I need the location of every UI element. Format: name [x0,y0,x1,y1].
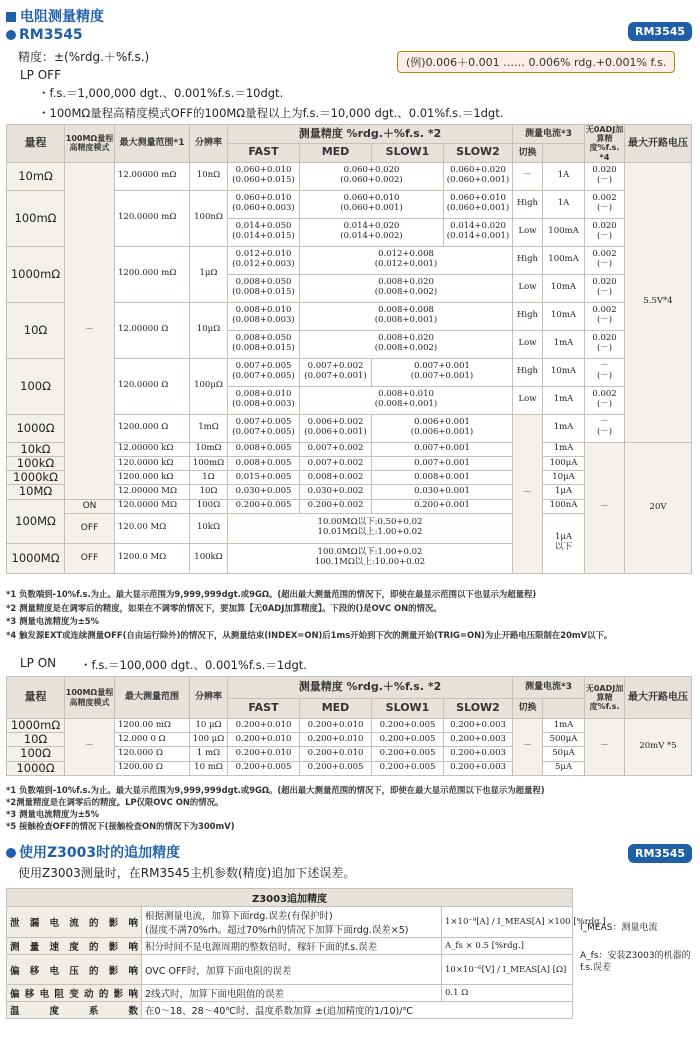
slow-cell: 0.200+0.001 [372,499,513,513]
switch-cell: High [513,358,543,386]
med-cell: 0.008+0.002 [300,471,372,485]
range-cell: 1000mΩ [7,719,65,733]
slow1-cell: 0.200+0.005 [372,747,444,761]
col-current-value [543,699,585,719]
open-v-cell: 5.5V*4 [625,162,692,442]
switch-cell: High [513,190,543,218]
res-cell: 10mΩ [190,442,228,456]
switch-cell: － [513,719,543,776]
model-title: RM3545 [6,27,83,43]
res-cell: 100Ω [190,499,228,513]
fast-cell: 0.060+0.010 (0.060+0.015) [228,162,300,190]
res-cell: 10 mΩ [190,761,228,775]
current-cell: 5μA [543,761,585,775]
fast-cell: 0.007+0.005 (0.007+0.005) [228,414,300,442]
formula-cell: 0.1 Ω [442,985,573,1002]
lp-off-bullet-1: ・f.s.＝1,000,000 dgt.、0.001%f.s.＝10dgt. [38,86,284,100]
med-cell: 0.007+0.002 [300,456,372,470]
fast-cell: 0.200+0.005 [228,499,300,513]
desc-cell: 2线式时，加算下面电阻值的误差 [142,985,442,1002]
col-med: MED [300,699,372,719]
slow2-cell: 0.200+0.003 [444,747,513,761]
open-v-cell: 20mV *5 [625,719,692,776]
max-cell: 120.0000 kΩ [115,456,190,470]
zero-adj-cell: 0.002 (－) [585,246,625,274]
z3003-title: 使用Z3003时的追加精度 [6,842,180,862]
current-cell: 10mA [543,358,585,386]
fast-cell: 0.015+0.005 [228,471,300,485]
zero-adj-cell: 0.002 (－) [585,386,625,414]
res-cell: 1mΩ [190,414,228,442]
res-cell: 10μΩ [190,302,228,358]
note: *1 负数端到-10%f.s.为止。最大显示范围为9,999,999dgt.或9GΩ。(超出最大测量范围的情况下，即使在最显示范围以下也显示为超量程) [6,589,537,599]
table-row [7,955,573,985]
current-cell: 1mA [543,386,585,414]
table-row [7,938,573,955]
max-cell: 120.00 MΩ [115,513,190,543]
slow1-cell: 0.200+0.005 [372,719,444,733]
switch-cell: － [513,162,543,190]
current-cell: 500μA [543,733,585,747]
fast-cell: 0.008+0.010 (0.008+0.003) [228,386,300,414]
med-slow1-cell: 0.014+0.020 (0.014+0.002) [300,218,444,246]
col-hp-mode: 100MΩ量程高精度模式 [65,677,115,719]
range-cell: 1000MΩ [7,543,65,573]
zero-adj-cell: － [585,442,625,573]
current-cell: 1mA [543,414,585,442]
current-cell: 50μA [543,747,585,761]
range-cell: 100MΩ [7,499,65,543]
lp-on-notes [6,784,545,832]
med-cell: 0.007+0.002 [300,442,372,456]
col-range: 量程 [7,125,65,163]
fast-cell: 0.030+0.005 [228,485,300,499]
max-cell: 120.0000 mΩ [115,190,190,246]
col-switch: 切换 [513,143,543,162]
slow-cell: 0.008+0.001 [372,471,513,485]
med-cell: 0.030+0.002 [300,485,372,499]
fast-cell: 0.200+0.010 [228,747,300,761]
current-cell: 1μA [543,485,585,499]
zero-adj-cell: － [585,719,625,776]
col-slow2: SLOW2 [444,699,513,719]
fast-cell: 0.008+0.010 (0.008+0.003) [228,302,300,330]
fast-cell: 0.008+0.005 [228,456,300,470]
col-resolution: 分辨率 [190,677,228,719]
slow-cell: 0.030+0.001 [372,485,513,499]
fast-cell: 0.200+0.010 [228,733,300,747]
range-cell: 100Ω [7,358,65,414]
med-slow-cell: 0.012+0.008 (0.012+0.001) [300,246,513,274]
slow-cell: 0.006+0.001 (0.006+0.001) [372,414,513,442]
res-cell: 100mΩ [190,456,228,470]
slow-cell: 0.007+0.001 (0.007+0.001) [372,358,513,386]
switch-cell: Low [513,218,543,246]
zero-adj-cell: 0.020 (－) [585,218,625,246]
zero-adj-cell: － (－) [585,414,625,442]
res-cell: 1 mΩ [190,747,228,761]
res-cell: 1Ω [190,471,228,485]
accuracy-cell: 100.0MΩ以下:1.00+0.02 100.1MΩ以上:10.00+0.02 [228,543,513,573]
med-slow1-cell: 0.060+0.020 (0.060+0.002) [300,162,444,190]
res-cell: 1μΩ [190,246,228,302]
col-range: 量程 [7,677,65,719]
range-cell: 1000Ω [7,414,65,442]
current-cell: 1A [543,190,585,218]
zero-adj-cell: 0.002 (－) [585,302,625,330]
col-fast: FAST [228,699,300,719]
dot-bullet-icon [6,848,16,858]
res-cell: 10kΩ [190,513,228,543]
z3003-badge: RM3545 [628,844,692,863]
col-resolution: 分辨率 [190,125,228,163]
range-cell: 10Ω [7,302,65,358]
fast-cell: 0.200+0.005 [228,761,300,775]
z3003-table [6,888,606,1019]
slow2-cell: 0.200+0.003 [444,733,513,747]
lp-off-notes [6,588,612,642]
fast-cell: 0.012+0.010 (0.012+0.003) [228,246,300,274]
slow-cell: 0.007+0.001 [372,456,513,470]
col-accuracy: 测量精度 %rdg.＋%f.s. *2 [228,677,513,699]
example-box: (例)0.006＋0.001 …… 0.006% rdg.+0.001% f.s. [397,51,675,73]
med-cell: 0.007+0.002 (0.007+0.001) [300,358,372,386]
label-cell: 偏移电压的影响 [7,955,142,985]
legend-afs: A_fs：安装Z3003的机器的f.s.误差 [580,951,691,973]
slow2-cell: 0.200+0.003 [444,761,513,775]
max-cell: 12.000 0 Ω [115,733,190,747]
max-cell: 12.00000 MΩ [115,485,190,499]
switch-cell: Low [513,386,543,414]
col-accuracy: 测量精度 %rdg.＋%f.s. *2 [228,125,513,144]
z3003-table-title: Z3003追加精度 [7,889,573,907]
res-cell: 10Ω [190,485,228,499]
col-open-v: 最大开路电压 [625,125,692,163]
note: *3 测量电流精度为±5% [6,809,99,819]
zero-adj-cell: 0.020 (－) [585,274,625,302]
note: *3 测量电流精度为±5% [6,616,99,626]
fast-cell: 0.008+0.050 (0.008+0.015) [228,330,300,358]
max-cell: 1200.00 mΩ [115,719,190,733]
label-cell: 偏移电阻变动的影响 [7,985,142,1002]
col-slow2: SLOW2 [444,143,513,162]
lp-off-title: LP OFF [20,68,61,82]
slow-cell: 0.007+0.001 [372,442,513,456]
col-hp-mode: 100MΩ量程高精度模式 [65,125,115,163]
max-cell: 1200.000 Ω [115,414,190,442]
hp-mode-cell: － [65,719,115,776]
hp-mode-cell: OFF [65,543,115,573]
current-cell: 1mA [543,719,585,733]
current-cell: 100mA [543,218,585,246]
zero-adj-cell: 0.020 (－) [585,162,625,190]
max-cell: 120.0000 MΩ [115,499,190,513]
current-cell: 1mA [543,330,585,358]
model-badge: RM3545 [628,22,692,41]
current-cell: 1μA 以下 [543,513,585,573]
max-cell: 12.00000 mΩ [115,162,190,190]
med-cell: 0.200+0.010 [300,719,372,733]
col-zero-adj: 无0ADJ加算精度%f.s. *4 [585,125,624,162]
desc-cell: 积分时间不是电源周期的整数倍时，稼轩下面的f.s.误差 [142,938,442,955]
res-cell: 100nΩ [190,190,228,246]
med-slow1-cell: 0.060+0.010 (0.060+0.001) [300,190,444,218]
legend-imeas: I_MEAS：测量电流 [580,923,658,933]
current-cell: 10mA [543,302,585,330]
max-cell: 1200.000 kΩ [115,471,190,485]
fast-cell: 0.060+0.010 (0.060+0.003) [228,190,300,218]
col-max-range: 最大测量范围 [115,677,190,719]
fast-cell: 0.014+0.050 (0.014+0.015) [228,218,300,246]
slow2-cell: 0.014+0.020 (0.014+0.001) [444,218,513,246]
med-cell: 0.200+0.005 [300,761,372,775]
range-cell: 100mΩ [7,190,65,246]
table-row [7,985,573,1002]
col-slow1: SLOW1 [372,143,444,162]
lp-off-table [6,124,692,574]
label-cell: 温度系数 [7,1002,142,1019]
max-cell: 12.00000 Ω [115,302,190,358]
zero-adj-cell: 0.002 (－) [585,190,625,218]
max-cell: 1200.00 Ω [115,761,190,775]
range-cell: 100kΩ [7,456,65,470]
switch-cell: Low [513,330,543,358]
lp-off-bullet-2: ・100MΩ量程高精度模式OFF的100MΩ量程以上为f.s.＝10,000 dgt.、0.01%f.s.＝1dgt. [38,106,504,120]
current-cell: 1mA [543,442,585,456]
current-cell: 100nA [543,499,585,513]
zero-adj-cell: 0.020 (－) [585,330,625,358]
current-cell: 10mA [543,274,585,302]
table-row [7,1002,573,1019]
range-cell: 1000Ω [7,761,65,775]
max-cell: 1200.0 MΩ [115,543,190,573]
note: *2 测量精度是在调零后的精度，如果在不调零的情况下，要加算【无0ADJ加算精度】。下段的()是OVC ON的情况。 [6,602,442,613]
current-cell: 100mA [543,246,585,274]
note: *2测量精度是在调零后的精度。LP仅限OVC ON的情况。 [6,797,224,807]
current-cell: 1A [543,162,585,190]
col-med: MED [300,143,372,162]
formula-cell: 10×10⁻⁶[V] / I_MEAS[A] [Ω] [442,955,573,985]
note: *5 接触检查OFF的情况下(接触检查ON的情况下为300mV) [6,821,235,831]
formula-cell: 1×10⁻⁹[A] / I_MEAS[A] ×100 [%rdg.] [442,907,573,938]
col-open-v: 最大开路电压 [625,677,692,719]
desc-cell: OVC OFF时，加算下面电阻的误差 [142,955,442,985]
slow1-cell: 0.200+0.005 [372,733,444,747]
col-current-value [543,143,585,162]
hp-mode-cell: OFF [65,513,115,543]
col-slow1: SLOW1 [372,699,444,719]
accuracy-cell: 10.00MΩ以下:0.50+0.02 10.01MΩ以上:1.00+0.02 [228,513,513,543]
fast-cell: 0.008+0.005 [228,442,300,456]
res-cell: 100kΩ [190,543,228,573]
slow1-cell: 0.200+0.005 [372,761,444,775]
slow2-cell: 0.060+0.010 (0.060+0.001) [444,190,513,218]
switch-cell: － [513,414,543,573]
slow2-cell: 0.060+0.020 (0.060+0.001) [444,162,513,190]
max-cell: 1200.000 mΩ [115,246,190,302]
square-bullet-icon [6,12,16,22]
hp-mode-cell: － [65,162,115,499]
col-current: 测量电流*3 [513,677,585,699]
current-cell: 10μA [543,471,585,485]
table-row [7,162,692,190]
formula-cell: A_fs × 0.5 [%rdg.] [442,938,573,955]
zero-adj-cell: － (－) [585,358,625,386]
med-slow-cell: 0.008+0.020 (0.008+0.002) [300,274,513,302]
med-cell: 0.200+0.010 [300,747,372,761]
range-cell: 10kΩ [7,442,65,456]
col-max-range: 最大测量范围*1 [115,125,190,163]
range-cell: 10MΩ [7,485,65,499]
range-cell: 100Ω [7,747,65,761]
accuracy-label: 精度：±(%rdg.＋%f.s.) [18,50,150,64]
res-cell: 10 μΩ [190,719,228,733]
med-cell: 0.006+0.002 (0.006+0.001) [300,414,372,442]
col-zero-adj: 无0ADJ加算精度%f.s. [585,677,625,719]
section-title-resistance: 电阻测量精度 [6,6,104,26]
range-cell: 10Ω [7,733,65,747]
switch-cell: High [513,302,543,330]
lp-on-bullet: ・f.s.＝100,000 dgt.、0.001%f.s.＝1dgt. [80,658,307,672]
max-cell: 120.000 Ω [115,747,190,761]
col-switch: 切换 [513,699,543,719]
switch-cell: Low [513,274,543,302]
med-cell: 0.200+0.002 [300,499,372,513]
label-cell: 测量速度的影响 [7,938,142,955]
med-slow-cell: 0.008+0.008 (0.008+0.001) [300,302,513,330]
hp-mode-cell: ON [65,499,115,513]
fast-cell: 0.200+0.010 [228,719,300,733]
label-cell: 泄漏电流的影响 [7,907,142,938]
switch-cell: High [513,246,543,274]
fast-cell: 0.008+0.050 (0.008+0.015) [228,274,300,302]
z3003-intro: 使用Z3003测量时，在RM3545主机参数(精度)追加下述误差。 [18,866,356,880]
lp-on-title: LP ON [20,656,57,670]
res-cell: 100μΩ [190,358,228,414]
med-cell: 0.200+0.010 [300,733,372,747]
desc-cell: 根据测量电流，加算下面rdg.误差(有保护时) (湿度不满70%rh。超过70%rh的情况下加算下面rdg.误差×5) [142,907,442,938]
res-cell: 10nΩ [190,162,228,190]
desc-cell: 在0～18、28～40℃时、温度系数加算 ±(追加精度的1/10)/℃ [142,1002,573,1019]
dot-bullet-icon [6,30,16,40]
fast-cell: 0.007+0.005 (0.007+0.005) [228,358,300,386]
col-current: 测量电流*3 [513,125,585,144]
table-row [7,907,573,938]
lp-on-table [6,676,692,776]
table-row [7,719,692,733]
range-cell: 10mΩ [7,162,65,190]
current-cell: 100μA [543,456,585,470]
slow2-cell: 0.200+0.003 [444,719,513,733]
open-v-cell: 20V [625,442,692,573]
res-cell: 100 μΩ [190,733,228,747]
med-slow-cell: 0.008+0.010 (0.008+0.001) [300,386,513,414]
max-cell: 120.0000 Ω [115,358,190,414]
med-slow-cell: 0.008+0.020 (0.008+0.002) [300,330,513,358]
col-fast: FAST [228,143,300,162]
note: *1 负数端到-10%f.s.为止。最大显示范围为9,999,999dgt.或9GΩ。(超出最大测量范围的情况下，即使在最大显示范围以下也显示为超量程) [6,785,545,795]
max-cell: 12.00000 kΩ [115,442,190,456]
range-cell: 1000kΩ [7,471,65,485]
note: *4 触发源EXT或连续测量OFF(自由运行除外)的情况下，从测量结束(INDEX=ON)后1ms开始到下次的测量开始(TRIG=ON)为止开路电压限制在20mV以下。 [6,629,613,640]
range-cell: 1000mΩ [7,246,65,302]
